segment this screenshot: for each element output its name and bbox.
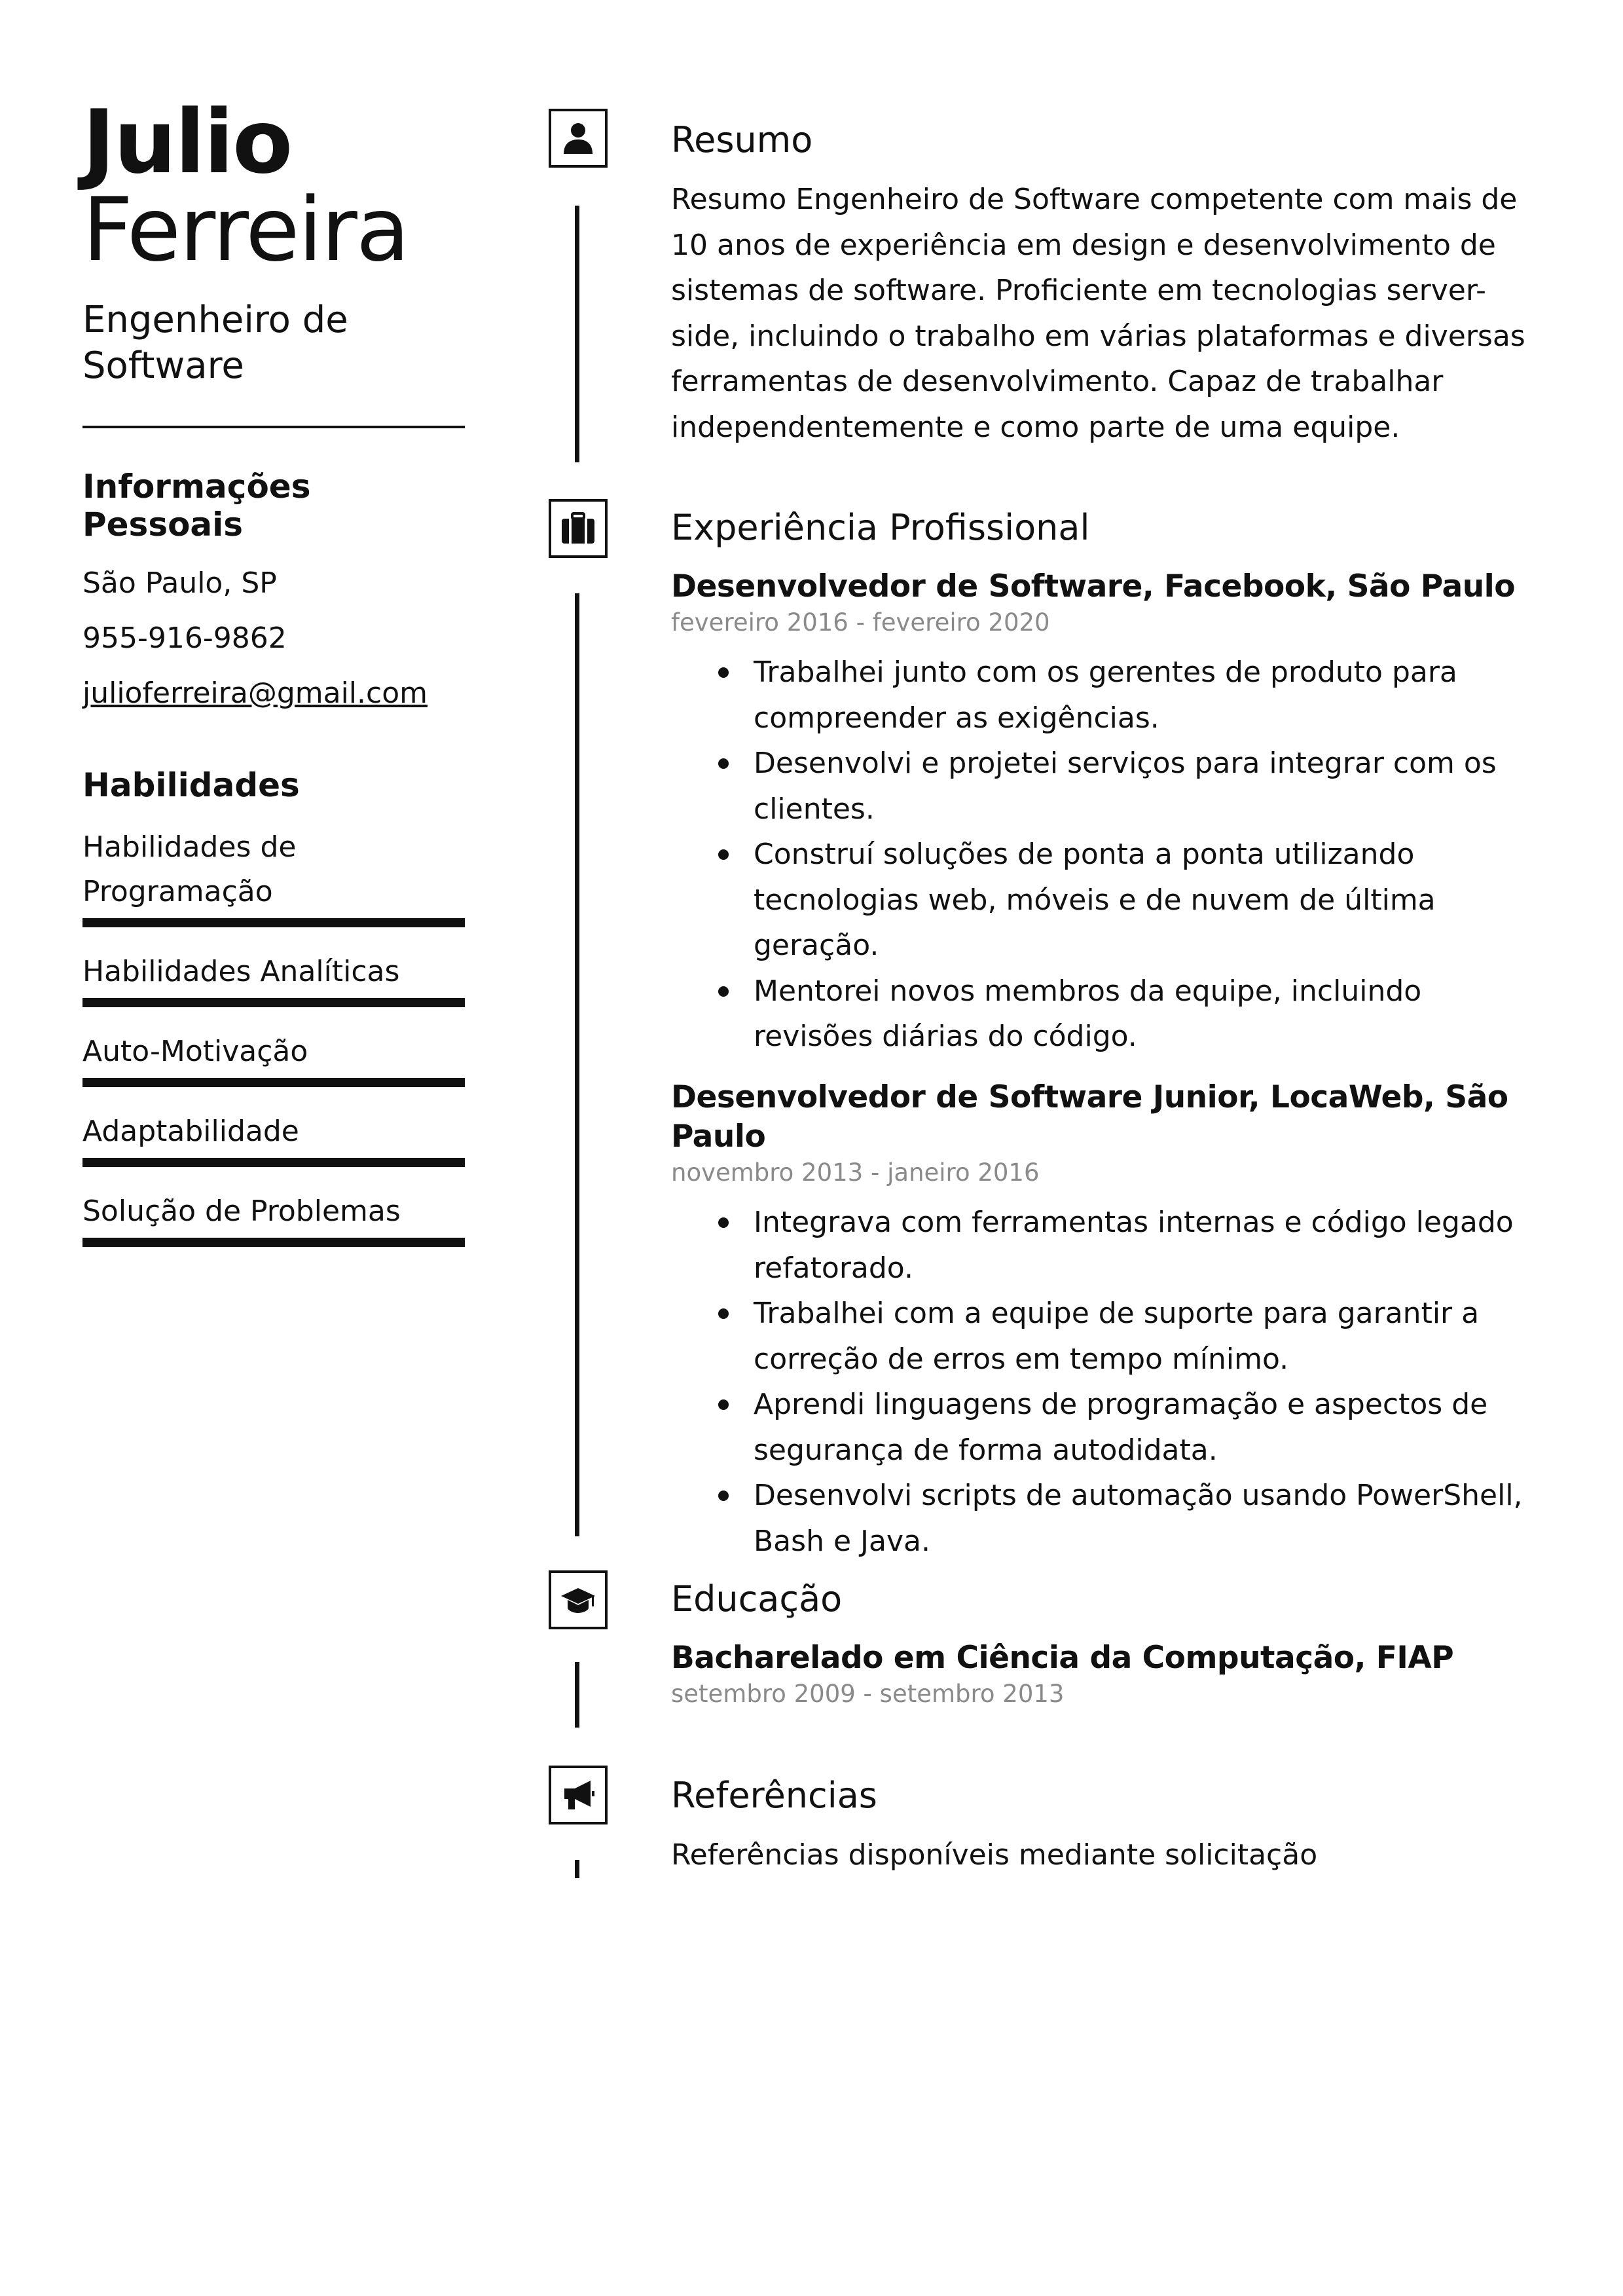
timeline-line xyxy=(575,1662,579,1728)
skill-label: Solução de Problemas xyxy=(82,1194,401,1228)
graduation-cap-icon xyxy=(549,1570,608,1629)
skill-bar xyxy=(82,1238,465,1247)
job-dates: novembro 2013 - janeiro 2016 xyxy=(671,1158,1040,1187)
skills-heading: Habilidades xyxy=(82,766,300,804)
list-item: Integrava com ferramentas internas e código legado refatorado. xyxy=(671,1200,1529,1291)
location: São Paulo, SP xyxy=(82,566,277,600)
education-dates: setembro 2009 - setembro 2013 xyxy=(671,1680,1065,1708)
list-item: Desenvolvi scripts de automação usando PowerShell, Bash e Java. xyxy=(671,1473,1529,1564)
divider xyxy=(82,426,465,428)
skill-item xyxy=(82,1109,465,1167)
skill-item xyxy=(82,950,465,1007)
list-item: Mentorei novos membros da equipe, incluindo revisões diárias do código. xyxy=(671,969,1529,1060)
list-item: Trabalhei com a equipe de suporte para garantir a correção de erros em tempo mínimo. xyxy=(671,1291,1529,1382)
person-icon xyxy=(549,109,608,168)
skill-bar xyxy=(82,918,465,927)
job-title: Desenvolvedor de Software Junior, LocaWeb, São Paulo xyxy=(671,1079,1508,1155)
phone: 955-916-9862 xyxy=(82,621,287,655)
degree: Bacharelado em Ciência da Computação, FIAP xyxy=(671,1640,1454,1676)
email-link[interactable]: julioferreira@gmail.com xyxy=(82,676,428,710)
skill-label: Adaptabilidade xyxy=(82,1115,299,1148)
education-entry xyxy=(671,1639,1529,1711)
timeline-line xyxy=(575,206,579,462)
skill-item xyxy=(82,1189,465,1247)
references-text: Referências disponíveis mediante solicitação xyxy=(671,1838,1318,1872)
timeline-line xyxy=(575,593,579,1536)
skill-label: Habilidades Analíticas xyxy=(82,955,400,988)
personal-info-heading: Informações Pessoais xyxy=(82,468,311,544)
skill-label: Habilidades de Programação xyxy=(82,830,297,908)
list-item: Construí soluções de ponta a ponta utilizando tecnologias web, móveis e de nuvem de última geração. xyxy=(671,832,1529,969)
job-bullets xyxy=(671,1200,1529,1564)
references-heading: Referências xyxy=(671,1775,877,1816)
job-title: Desenvolvedor de Software, Facebook, São Paulo xyxy=(671,568,1516,604)
megaphone-icon xyxy=(549,1766,608,1824)
summary-heading: Resumo xyxy=(671,119,813,160)
skill-item xyxy=(82,825,465,927)
first-name: Julio xyxy=(82,91,292,193)
timeline-line xyxy=(575,1860,579,1878)
job-title: Engenheiro de Software xyxy=(82,299,348,387)
job-entry xyxy=(671,567,1529,1060)
list-item: Aprendi linguagens de programação e aspectos de segurança de forma autodidata. xyxy=(671,1382,1529,1473)
skill-bar xyxy=(82,998,465,1007)
experience-heading: Experiência Profissional xyxy=(671,507,1090,548)
last-name: Ferreira xyxy=(82,179,409,281)
job-bullets xyxy=(671,650,1529,1060)
skill-item xyxy=(82,1029,465,1087)
skill-label: Auto-Motivação xyxy=(82,1035,308,1068)
education-heading: Educação xyxy=(671,1578,843,1620)
job-entry xyxy=(671,1078,1529,1564)
sidebar xyxy=(82,91,465,1247)
briefcase-icon xyxy=(549,499,608,558)
summary-text: Resumo Engenheiro de Software competente com mais de 10 anos de experiência em design e desenvolvimento de sistemas de software. Proficiente em tecnologias server-side, incluindo o trabalho em várias plataformas e diversas ferramentas de desenvolvimento. Capaz de trabalhar independentemente e como parte de uma equipe. xyxy=(671,183,1525,444)
list-item: Trabalhei junto com os gerentes de produto para compreender as exigências. xyxy=(671,650,1529,741)
list-item: Desenvolvi e projetei serviços para integrar com os clientes. xyxy=(671,741,1529,832)
job-dates: fevereiro 2016 - fevereiro 2020 xyxy=(671,608,1050,637)
skill-bar xyxy=(82,1158,465,1167)
skill-bar xyxy=(82,1078,465,1087)
